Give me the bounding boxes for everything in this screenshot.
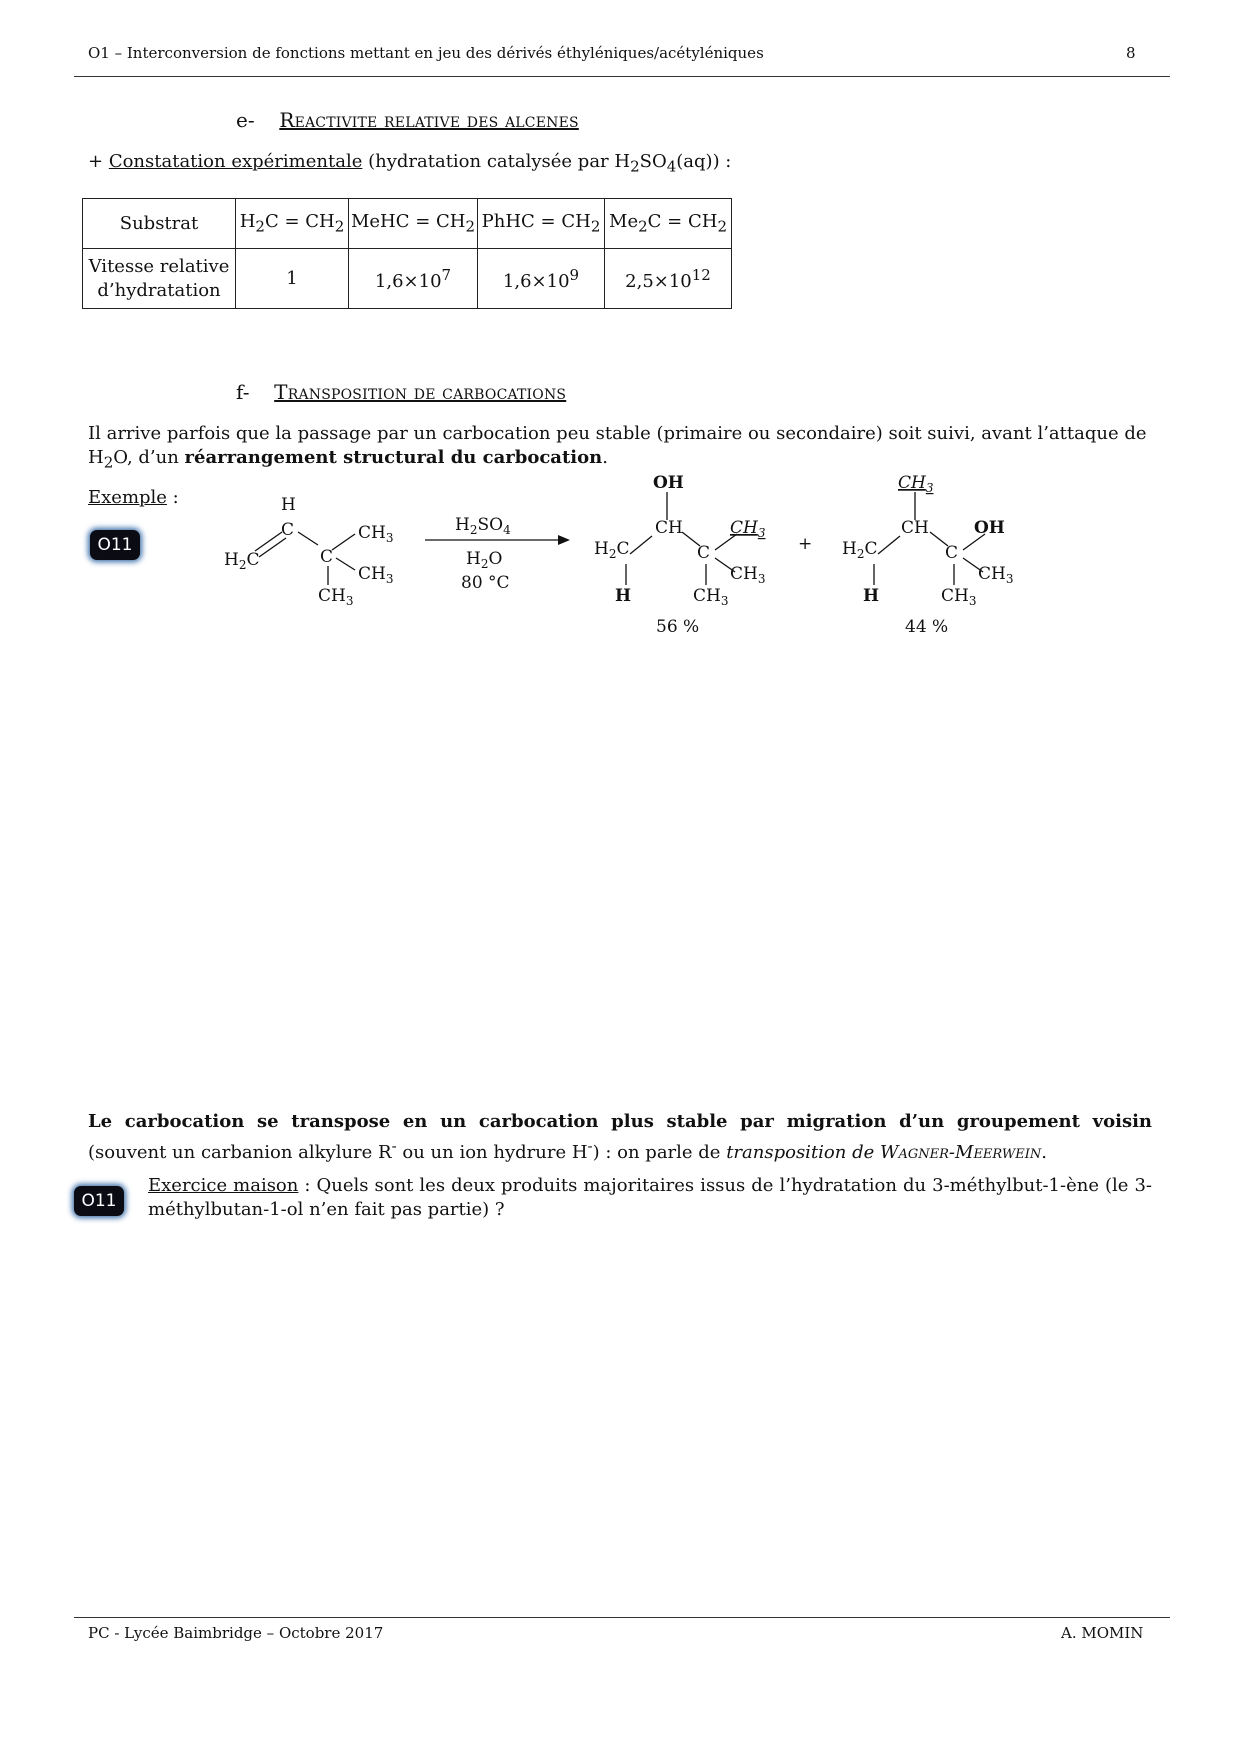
- atom-label: $CH_3$: [978, 564, 1014, 586]
- atom-label: H: [281, 495, 296, 515]
- atom-label: C: [697, 543, 711, 563]
- table-cell-rate: $2,5\times 10^{12}$: [605, 249, 732, 309]
- table-cell-label: Substrat: [83, 199, 236, 249]
- arrow-head: [558, 535, 570, 545]
- section-e-title: Reactivite relative des alcenes: [279, 108, 579, 132]
- atom-label: $CH_3$: [941, 586, 977, 608]
- footer-rule: [74, 1617, 1170, 1618]
- condition-label: $H_2SO_4$: [455, 515, 511, 537]
- atom-label: $CH_3$: [318, 586, 354, 608]
- badge-o11-exercise: O11: [74, 1186, 124, 1216]
- example-label: Exemple :: [88, 487, 179, 508]
- bond: [298, 532, 318, 545]
- double-bond-2: [259, 538, 286, 557]
- atom-label: OH: [653, 473, 684, 493]
- atom-label: $CH_3$: [693, 586, 729, 608]
- intro-paragraph: Il arrive parfois que la passage par un carbocation peu stable (primaire ou secondaire) soit suivi, avant l’attaque de $H_2O$, d’un réarrangement structural du carbocation.: [88, 423, 1147, 472]
- double-bond-1: [255, 532, 282, 551]
- table-cell-label: Vitesse relative d’hydratation: [83, 249, 236, 309]
- migrating-group: $CH_3$: [898, 473, 934, 495]
- sub: 4: [666, 157, 677, 176]
- constatation-text: (hydratation catalysée par H: [362, 151, 631, 172]
- atom-label: $H_2C$: [842, 539, 878, 561]
- table-cell-rate: 1: [236, 249, 349, 309]
- yield-label: 44 %: [905, 617, 949, 637]
- constatation-line: [88, 150, 731, 179]
- table-row-rates: [83, 249, 732, 309]
- header-title: O1 – Interconversion de fonctions mettant en jeu des dérivés éthyléniques/acétyléniques: [88, 44, 764, 62]
- section-e-letter: e-: [236, 108, 255, 132]
- header-rule: [74, 76, 1170, 77]
- table-cell-rate: $1,6\times 10^9$: [478, 249, 605, 309]
- plus-sign: +: [798, 534, 813, 554]
- bond: [332, 534, 355, 550]
- section-f-title: Transposition de carbocations: [274, 380, 567, 404]
- atom-label: $H_2C$: [224, 550, 260, 572]
- atom-label: $CH_3$: [358, 523, 394, 545]
- section-f-heading: [236, 380, 566, 404]
- chem-labels: [224, 473, 1013, 637]
- rate-table: [82, 198, 732, 309]
- atom-label: $CH_3$: [730, 564, 766, 586]
- conclusion-paragraph: Le carbocation se transpose en un carbocation plus stable par migration d’un groupement voisin (souvent un carbanion alkylure R- ou un ion hydrure H-) : on parle de transposition de Wagner-Meerwein.: [88, 1111, 1152, 1163]
- atom-label: CH: [901, 518, 929, 538]
- table-cell-substrate: $Me_2C = CH_2$: [605, 199, 732, 249]
- atom-label: CH: [655, 518, 683, 538]
- exercise-paragraph: Exercice maison : Quels sont les deux produits majoritaires issus de l’hydratation du 3-méthylbut-1-ène (le 3-méthylbutan-1-ol n’en fait pas partie) ?: [148, 1175, 1152, 1220]
- table-cell-rate: $1,6\times 10^7$: [349, 249, 478, 309]
- bond: [630, 536, 652, 554]
- section-e-heading: [236, 108, 579, 132]
- badge-o11: O11: [90, 530, 140, 560]
- atom-label: C: [320, 547, 334, 567]
- constatation-text: SO: [639, 151, 667, 172]
- condition-label: 80 °C: [461, 573, 510, 593]
- table-cell-substrate: MeHC = $CH_2$: [349, 199, 478, 249]
- constatation-text: (aq)) :: [676, 151, 732, 172]
- bond: [878, 536, 900, 554]
- atom-label: OH: [974, 518, 1005, 538]
- atom-label: H: [863, 586, 880, 606]
- condition-label: $H_2O$: [466, 549, 503, 571]
- atom-label: $H_2C$: [594, 539, 630, 561]
- atom-label: H: [615, 586, 632, 606]
- constatation-label: Constatation expérimentale: [108, 151, 363, 172]
- table-cell-substrate: $H_2C = CH_2$: [236, 199, 349, 249]
- bond: [336, 558, 355, 570]
- plus-marker: +: [88, 151, 109, 172]
- atom-label: C: [281, 520, 295, 540]
- section-f-letter: f-: [236, 380, 250, 404]
- atom-label: $CH_3$: [358, 564, 394, 586]
- migrating-group: $CH_3$: [730, 518, 766, 540]
- footer-right: A. MOMIN: [1061, 1624, 1144, 1642]
- sub: 2: [630, 157, 640, 176]
- atom-label: C: [945, 543, 959, 563]
- table-cell-substrate: PhHC = $CH_2$: [478, 199, 605, 249]
- reaction-scheme: [0, 470, 1240, 650]
- footer-left: PC - Lycée Baimbridge – Octobre 2017: [88, 1624, 384, 1642]
- yield-label: 56 %: [656, 617, 700, 637]
- table-row-substrates: [83, 199, 732, 249]
- page-number: 8: [1126, 44, 1136, 62]
